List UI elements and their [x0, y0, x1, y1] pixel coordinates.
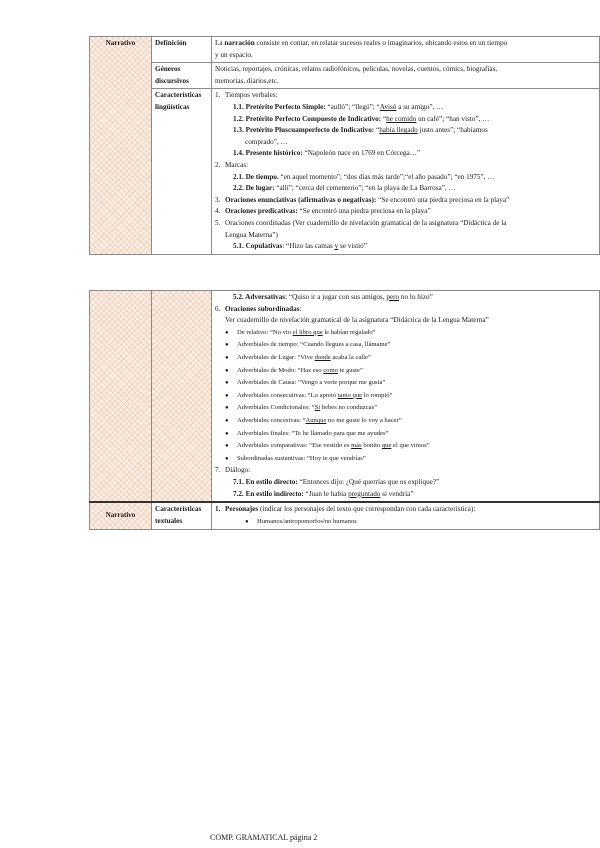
item-5: 5. Oraciones coordinadas (Ver cuadernillo de nivelación gramatical de la asignatura “Didáctica de la: [215, 218, 507, 227]
item-1-1: 1.1. Pretérito Perfecto Simple: “aulló”; “llegó”; “Avisó a su amigo”, …: [233, 102, 444, 111]
list-item: ● Adverbiales de Causa: “Vengo a verte porque me gusta”: [225, 379, 386, 387]
label-cell-empty: [152, 291, 212, 503]
genre-cell: [90, 37, 152, 255]
genre-label: Narrativo: [105, 39, 136, 47]
item-1: 1. Tiempos verbales:: [215, 91, 278, 100]
genres-label-cell: Géneros discursivos: [152, 63, 212, 89]
genre-label-2: Narrativo: [105, 511, 136, 520]
item-5-1: 5.1. Copulativas: “Hizo las camas y se vistió”: [233, 242, 367, 251]
narrative-table-top: [89, 36, 600, 255]
list-item: ● Adverbiales consecutivas: “Lo apretó tanto que lo rompió”: [225, 391, 393, 399]
continuation-cell: [212, 291, 600, 503]
list-item: ● Subordinadas sustantivas: “Hoy te que vendrías”: [225, 454, 366, 462]
genre-cell-empty: [90, 291, 152, 503]
item-4: 4. Oraciones predicativas: “Se encontró una piedra preciosa en la playa”: [215, 207, 431, 216]
narrative-table-bottom: [89, 290, 600, 530]
list-item: ● Adverbiales de Lugar: “Vive donde acaba la calle”: [225, 353, 371, 361]
item-2-2: 2.2. De lugar: “allí”; “cerca del cementerio”; “en la playa de La Barrosa”, …: [233, 184, 456, 193]
definition-cell: [212, 37, 600, 63]
list-item: ● Adverbiales finales: “Te he llamado para que me ayudes”: [225, 429, 389, 437]
item-3: 3. Oraciones enunciativas (afirmativas o negativas): “Se encontró una piedra preciosa en la playa”: [215, 195, 510, 204]
item-7: 7. Diálogo:: [215, 466, 251, 475]
item-5-2: 5.2. Adversativas: “Quiso ir a jugar con sus amigos, pero no lo hizo”: [233, 293, 433, 301]
item-5-cont: Lengua Materna”): [225, 230, 278, 239]
page-footer: COMP. GRAMATICAL página 2: [210, 833, 318, 842]
list-item: ● Adverbiales de Modo: “Haz eso como te guste”: [225, 366, 363, 374]
linguistic-label-cell: Características lingüísticas: [152, 89, 212, 254]
item-1-3: 1.3. Pretérito Pluscuamperfecto de Indicativo: “había llegado justo antes”; “habíamos: [233, 126, 488, 135]
genres-cell: Noticias, reportajes, crónicas, relatos radiofónicos, películas, novelas, cuentos, cómics, biografías, memorias, diarios,etc.: [212, 63, 600, 89]
textual-cell: [212, 502, 600, 530]
list-item: ● Adverbiales Condicionales: “Si bebes no conduzcas”: [225, 404, 378, 412]
item-2: 2. Marcas:: [215, 160, 249, 169]
linguistic-cell: [212, 89, 600, 254]
list-item: ● De relativo: “No vio el libro que le habían regalado”: [225, 328, 376, 336]
item-1-4: 1.4. Presente histórico: “Napoleón nace en 1769 en Córcega…”: [233, 149, 421, 158]
definition-text: La narración consiste en contar, en relatar sucesos reales o imaginarios, ubicando estos en un tiempo: [215, 39, 508, 47]
list-item: ● Adverbiales concesivas: “Aunque no me guste lo voy a hacer”: [225, 416, 402, 424]
definition-label: Definición: [155, 39, 187, 47]
genre-cell-2: [90, 502, 152, 530]
item-2-1: 2.1. De tiempo. “en aquel momento”; “dos días más tarde”;“el año pasado”; “en 1975”, …: [233, 172, 495, 181]
definition-text-2: y un espacio.: [215, 50, 253, 59]
list-item: ● Adverbiales comparativas: “Ese vestido es más bonito que el que vimos”: [225, 442, 430, 450]
textual-label-cell: Características textuales: [152, 502, 212, 530]
item-1-2: 1.2. Pretérito Perfecto Compuesto de Indicativo: “he comido un café”; “han visto”, …: [233, 114, 490, 123]
list-item: ● Humanos/antropomorfos/no humanos: [245, 517, 357, 525]
item-7-1: 7.1. En estilo directo: “Entonces dijo: ¿Qué querrías que os explique?”: [233, 477, 440, 486]
item-6: 6. Oraciones subordinadas:: [215, 304, 302, 313]
definition-label-cell: [152, 37, 212, 63]
list-item: ● Adverbiales de tiempo: “Cuando llegues a casa, llámame”: [225, 341, 391, 349]
item-6-ref: Ver cuadernillo de nivelación gramatical de la asignatura “Didáctica de la Lengua Materna”: [225, 316, 489, 325]
item-p1: 1. Personajes (indicar los personajes del texto que correspondan con cada característica):: [215, 505, 476, 514]
item-1-3-cont: comprado”, …: [245, 137, 288, 146]
item-7-2: 7.2. En estilo indirecto: “Juan le había preguntado si vendría”: [233, 489, 414, 498]
